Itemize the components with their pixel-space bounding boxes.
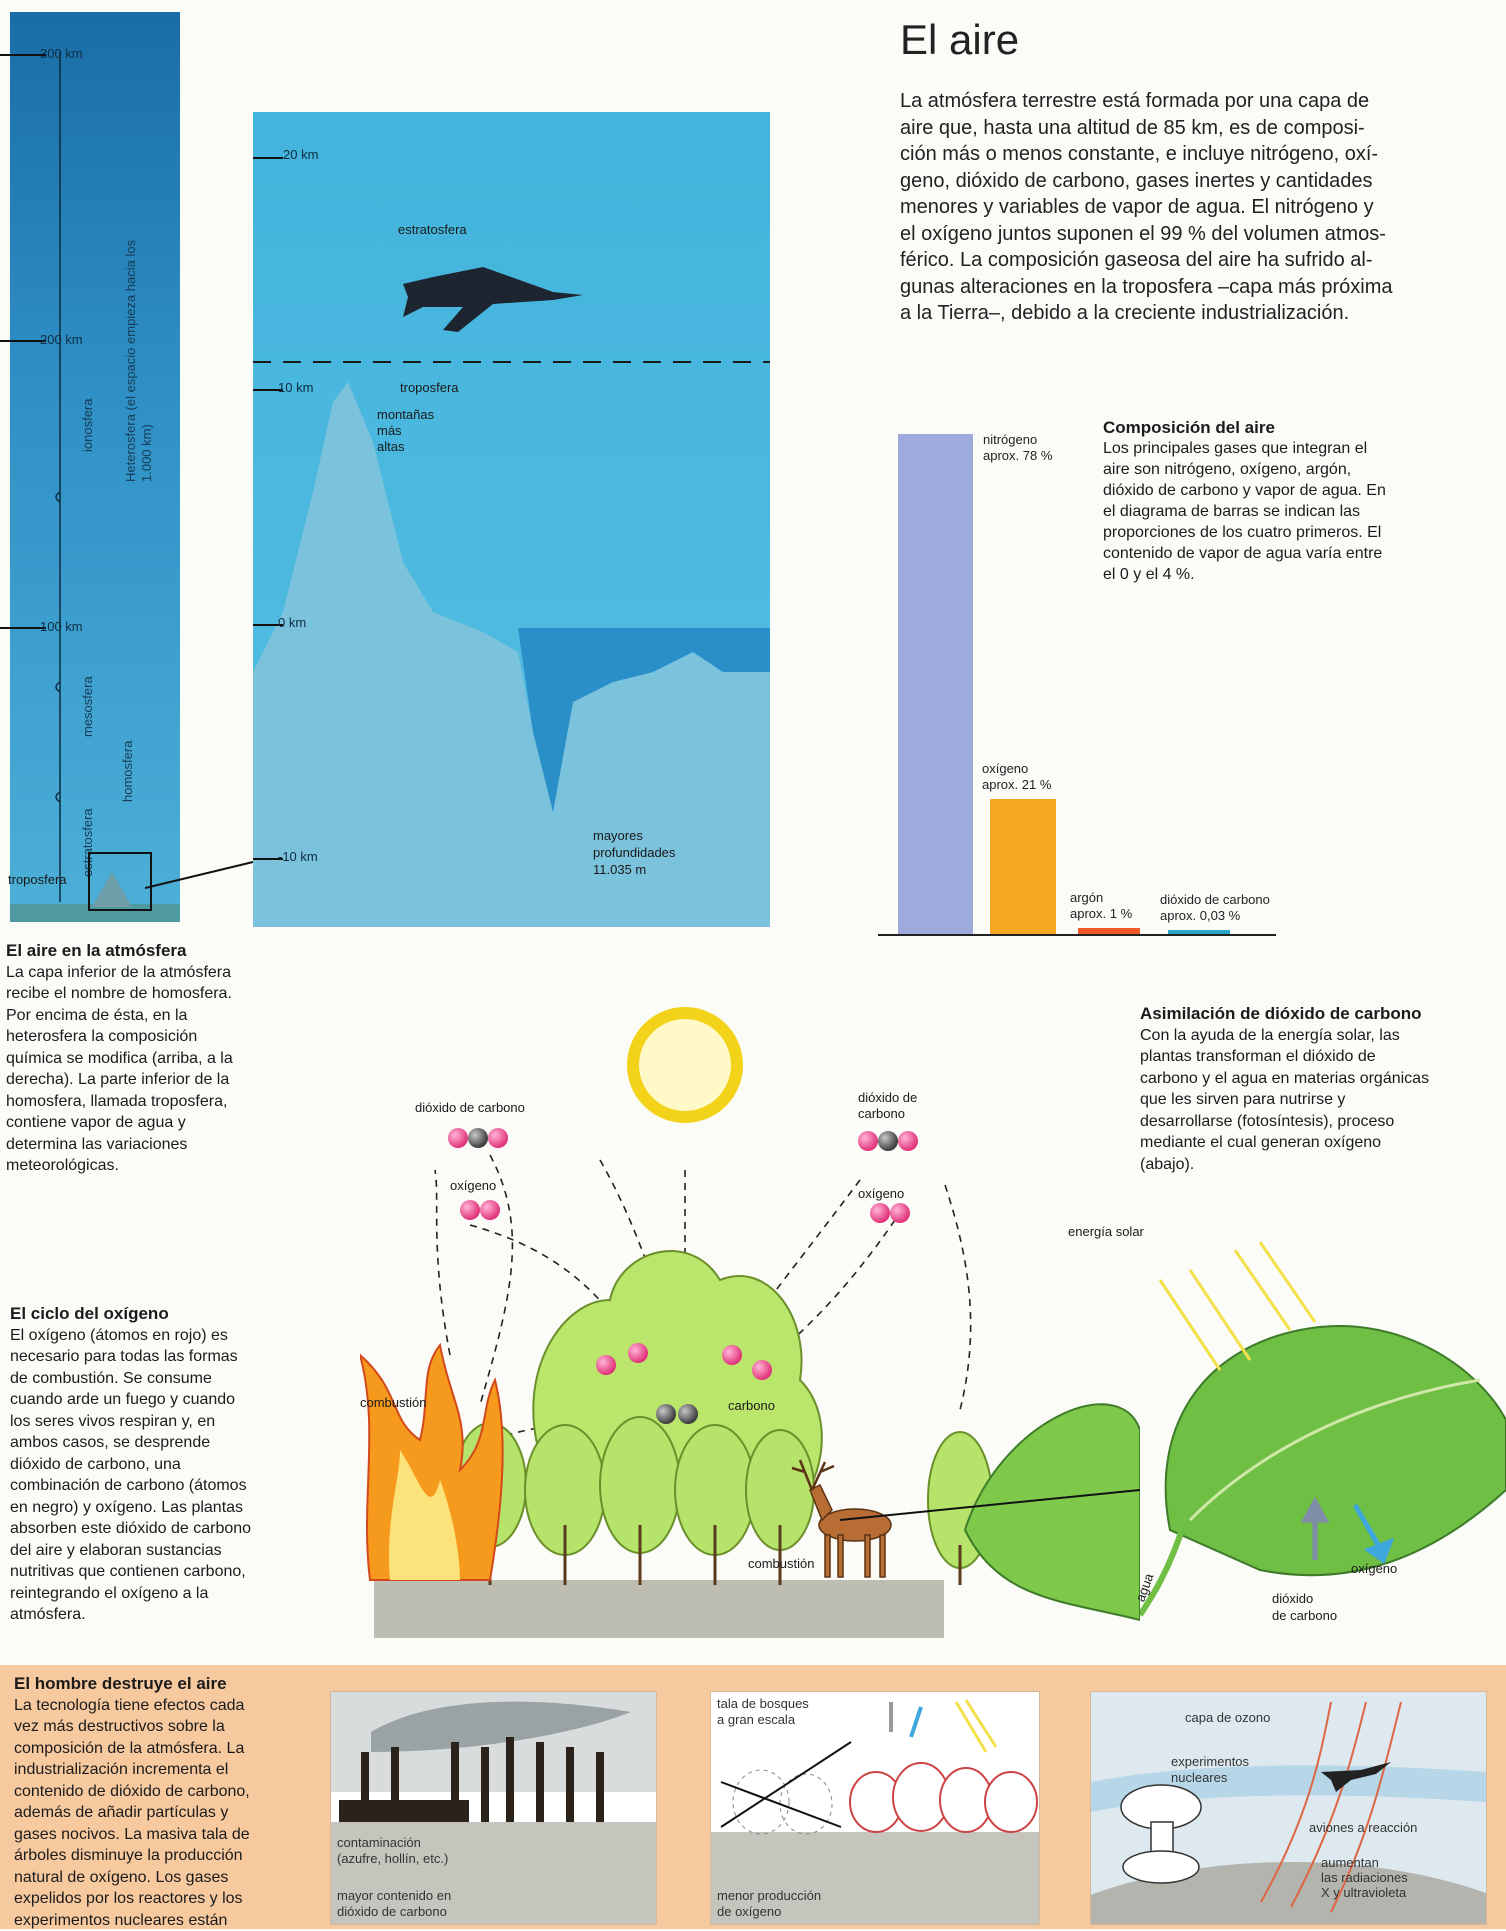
bar-label: [1160, 892, 1270, 924]
bar-dioxido: [1168, 930, 1230, 934]
caption-line: composición de la atmósfera. La: [14, 1738, 314, 1760]
oxygen-atom: [488, 1128, 508, 1148]
caption-line: del aire y elaboran sustancias: [10, 1540, 310, 1562]
mountain-icon: [92, 867, 132, 907]
caption-line: meteorológicas.: [6, 1155, 296, 1177]
caption-line: árboles disminuye la producción: [14, 1845, 314, 1867]
caption-line: recibe el nombre de homosfera.: [6, 983, 296, 1005]
profundidades-line: 11.035 m: [593, 861, 675, 878]
caption-line: El oxígeno (átomos en rojo) es: [10, 1325, 310, 1347]
caption-line: Los principales gases que integran el: [1103, 438, 1503, 459]
hombre-destruye-section: [0, 1665, 1506, 1929]
co2-right-line: dióxido de: [858, 1090, 917, 1106]
caption-line: contiene vapor de agua y: [6, 1112, 296, 1134]
co2-right-label: [858, 1090, 917, 1122]
photosynthesis-leaf: [1140, 1230, 1506, 1630]
caption-line: los seres vivos respiran y, en: [10, 1411, 310, 1433]
atmosphere-column: [10, 12, 180, 922]
caption-asimilacion: [1140, 1003, 1500, 1175]
tick-label: 100 km: [40, 619, 83, 634]
o2-left-label: oxígeno: [450, 1178, 496, 1193]
intro-line: ción más o menos constante, e incluye nitrógeno, oxí-: [900, 141, 1485, 168]
oxygen-atom: [722, 1345, 742, 1365]
caption-line: aire son nitrógeno, oxígeno, argón,: [1103, 459, 1503, 480]
oxygen-atom: [870, 1203, 890, 1223]
caption-line: La capa inferior de la atmósfera: [6, 962, 296, 984]
troposphere-detail: [253, 112, 770, 927]
experimentos-line: nucleares: [1171, 1770, 1249, 1786]
caption-line: reintegrando el oxígeno a la: [10, 1583, 310, 1605]
carbon-atom: [656, 1404, 676, 1424]
profundidades-line: profundidades: [593, 844, 675, 861]
carbon-atom: [678, 1404, 698, 1424]
homosfera-label: homosfera: [120, 741, 135, 802]
caption-line: vez más destructivos sobre la: [14, 1716, 314, 1738]
dioxido-leaf-label: [1272, 1590, 1337, 1624]
intro-text: [900, 88, 1485, 327]
combustion-deer-label: combustión: [748, 1556, 814, 1571]
menor-produccion-label: [717, 1888, 821, 1920]
experimentos-label: [1171, 1754, 1249, 1786]
carbono-label: carbono: [728, 1398, 775, 1413]
mayor-contenido-label: [337, 1888, 451, 1920]
aumentan-line: las radiaciones: [1321, 1870, 1408, 1885]
layer-braces: [50, 32, 80, 912]
montanas-line: más: [377, 423, 434, 439]
oxygen-atom: [596, 1355, 616, 1375]
layer-ionosfera: ionosfera: [80, 399, 95, 452]
montanas-line: altas: [377, 439, 434, 455]
o2-right-label: oxígeno: [858, 1186, 904, 1201]
intro-line: gunas alteraciones en la troposfera –capa más próxima: [900, 274, 1485, 301]
caption-line: en negro) y oxígeno. Las plantas: [10, 1497, 310, 1519]
tick-label: -10 km: [278, 849, 318, 864]
caption-composicion: [1103, 417, 1503, 585]
bar-label: [983, 432, 1052, 464]
caption-line: proporciones de los cuatro primeros. El: [1103, 522, 1503, 543]
profundidades-label: [593, 827, 675, 878]
caption-line: expelidos por los reactores y los: [14, 1888, 314, 1910]
caption-line: necesario para todas las formas: [10, 1346, 310, 1368]
terrain-illustration: [253, 112, 770, 927]
bar-label: [982, 761, 1051, 793]
tick-label: 20 km: [283, 147, 318, 162]
aumentan-label: [1321, 1855, 1408, 1900]
tala-line: a gran escala: [717, 1712, 809, 1728]
caption-line: contenido de dióxido de carbono,: [14, 1781, 314, 1803]
caption-line: carbono y el agua en materias orgánicas: [1140, 1068, 1500, 1090]
menor-line: de oxígeno: [717, 1904, 821, 1920]
oxygen-atom: [898, 1131, 918, 1151]
caption-line: de combustión. Se consume: [10, 1368, 310, 1390]
caption-line: experimentos nucleares están: [14, 1910, 314, 1931]
category-label: dióxido de carbono: [1160, 892, 1270, 908]
experimentos-line: experimentos: [1171, 1754, 1249, 1770]
caption-line: química se modifica (arriba, a la: [6, 1048, 296, 1070]
caption-line: que les sirven para nutrirse y: [1140, 1089, 1500, 1111]
co2-left-label: dióxido de carbono: [415, 1100, 525, 1115]
ozone-drawing: [1091, 1692, 1486, 1924]
caption-heading: El hombre destruye el aire: [14, 1673, 314, 1695]
oxigeno-leaf-label: oxígeno: [1351, 1561, 1397, 1576]
ozono-label: capa de ozono: [1185, 1710, 1270, 1726]
caption-line: el diagrama de barras se indican las: [1103, 501, 1503, 522]
tick-label: 300 km: [40, 46, 83, 61]
contaminacion-label: [337, 1835, 448, 1867]
tick-label: 10 km: [278, 380, 313, 395]
caption-atmosfera: [6, 940, 296, 1177]
tala-line: tala de bosques: [717, 1696, 809, 1712]
oxygen-atom: [752, 1360, 772, 1380]
data-label: aprox. 78 %: [983, 448, 1052, 464]
category-label: nitrógeno: [983, 432, 1052, 448]
panel-ozono: [1090, 1691, 1487, 1925]
intro-line: geno, dióxido de carbono, gases inertes y cantidades: [900, 168, 1485, 195]
caption-line: heterosfera la composición: [6, 1026, 296, 1048]
co2-right-line: carbono: [858, 1106, 917, 1122]
carbon-atom: [878, 1131, 898, 1151]
intro-line: el oxígeno juntos suponen el 99 % del volumen atmos-: [900, 221, 1485, 248]
chart-baseline: [878, 934, 1276, 936]
caption-line: contenido de vapor de agua varía entre: [1103, 543, 1503, 564]
caption-line: dióxido de carbono, una: [10, 1454, 310, 1476]
menor-line: menor producción: [717, 1888, 821, 1904]
bar-label: [1070, 890, 1132, 922]
caption-line: cuando arde un fuego y cuando: [10, 1389, 310, 1411]
mayor-line: mayor contenido en: [337, 1888, 451, 1904]
caption-line: dióxido de carbono y vapor de agua. En: [1103, 480, 1503, 501]
tick-label: 200 km: [40, 332, 83, 347]
caption-line: el 0 y el 4 %.: [1103, 564, 1503, 585]
combustion-fire-label: combustión: [360, 1395, 426, 1410]
caption-heading: Asimilación de dióxido de carbono: [1140, 1003, 1500, 1025]
caption-line: atmósfera.: [10, 1604, 310, 1626]
dioxido-leaf-line: dióxido: [1272, 1590, 1337, 1607]
tick-mark: [253, 157, 283, 159]
cycle-drawing: [360, 1000, 1140, 1640]
category-label: argón: [1070, 890, 1132, 906]
oxygen-cycle-illustration: [360, 1000, 1140, 1640]
aviones-label: aviones a reacción: [1309, 1820, 1417, 1836]
caption-heading: El aire en la atmósfera: [6, 940, 296, 962]
oxygen-atom: [480, 1200, 500, 1220]
estratosfera-label: estratosfera: [398, 222, 467, 237]
aumentan-line: X y ultravioleta: [1321, 1885, 1408, 1900]
data-label: aprox. 21 %: [982, 777, 1051, 793]
tick-label: 0 km: [278, 615, 306, 630]
caption-line: nutritivas que contienen carbono,: [10, 1561, 310, 1583]
page-title: El aire: [900, 16, 1019, 64]
caption-line: derecha). La parte inferior de la: [6, 1069, 296, 1091]
caption-line: absorben este dióxido de carbono: [10, 1518, 310, 1540]
oxygen-atom: [460, 1200, 480, 1220]
panel-tala: [710, 1691, 1040, 1925]
layer-mesosfera: mesosfera: [80, 676, 95, 737]
caption-line: plantas transforman el dióxido de: [1140, 1046, 1500, 1068]
caption-line: determina las variaciones: [6, 1134, 296, 1156]
data-label: aprox. 0,03 %: [1160, 908, 1270, 924]
layer-estratosfera: estratosfera: [80, 808, 95, 877]
oxygen-atom: [628, 1343, 648, 1363]
energia-solar-label: energía solar: [1068, 1224, 1144, 1239]
leaf-drawing: [1140, 1230, 1506, 1630]
caption-line: combinación de carbono (átomos: [10, 1475, 310, 1497]
caption-heading: Composición del aire: [1103, 417, 1503, 438]
intro-line: férico. La composición gaseosa del aire ha sufrido al-: [900, 247, 1485, 274]
intro-line: aire que, hasta una altitud de 85 km, es de composi-: [900, 115, 1485, 142]
caption-line: Por encima de ésta, en la: [6, 1005, 296, 1027]
bar-oxigeno: [990, 799, 1056, 934]
contaminacion-line: contaminación: [337, 1835, 448, 1851]
montanas-line: montañas: [377, 407, 434, 423]
carbon-atom: [468, 1128, 488, 1148]
layer-troposfera: troposfera: [8, 872, 67, 887]
ground: [374, 1580, 944, 1638]
oxygen-atom: [858, 1131, 878, 1151]
caption-line: Con la ayuda de la energía solar, las: [1140, 1025, 1500, 1047]
caption-line: homosfera, llamada troposfera,: [6, 1091, 296, 1113]
caption-ciclo: [10, 1303, 310, 1626]
dioxido-leaf-line: de carbono: [1272, 1607, 1337, 1624]
caption-heading: El ciclo del oxígeno: [10, 1303, 310, 1325]
zoom-connector: [145, 860, 255, 890]
caption-line: (abajo).: [1140, 1154, 1500, 1176]
montanas-label: [377, 407, 434, 455]
aumentan-line: aumentan: [1321, 1855, 1408, 1870]
caption-line: desarrollarse (fotosíntesis), proceso: [1140, 1111, 1500, 1133]
caption-line: natural de oxígeno. Los gases: [14, 1867, 314, 1889]
agua-label: agua: [1132, 1571, 1156, 1603]
panel-contaminacion: [330, 1691, 657, 1925]
caption-hombre: [14, 1673, 314, 1931]
data-label: aprox. 1 %: [1070, 906, 1132, 922]
intro-line: menores y variables de vapor de agua. El nitrógeno y: [900, 194, 1485, 221]
caption-line: además de añadir partículas y: [14, 1802, 314, 1824]
troposfera-label: troposfera: [400, 380, 459, 395]
caption-line: industrialización incrementa el: [14, 1759, 314, 1781]
contaminacion-line: (azufre, hollín, etc.): [337, 1851, 448, 1867]
caption-line: ambos casos, se desprende: [10, 1432, 310, 1454]
intro-line: La atmósfera terrestre está formada por una capa de: [900, 88, 1485, 115]
caption-line: mediante el cual generan oxígeno: [1140, 1132, 1500, 1154]
intro-line: a la Tierra–, debido a la creciente industrialización.: [900, 300, 1485, 327]
heterosfera-label: Heterosfera (el espacio empieza hacia los 1.000 km): [123, 222, 155, 482]
oxygen-atom: [448, 1128, 468, 1148]
mayor-line: dióxido de carbono: [337, 1904, 451, 1920]
profundidades-line: mayores: [593, 827, 675, 844]
caption-line: gases nocivos. La masiva tala de: [14, 1824, 314, 1846]
caption-line: La tecnología tiene efectos cada: [14, 1695, 314, 1717]
bar-argon: [1078, 928, 1140, 934]
tala-label: [717, 1696, 809, 1728]
oxygen-atom: [890, 1203, 910, 1223]
category-label: oxígeno: [982, 761, 1051, 777]
bar-nitrogeno: [898, 434, 973, 934]
